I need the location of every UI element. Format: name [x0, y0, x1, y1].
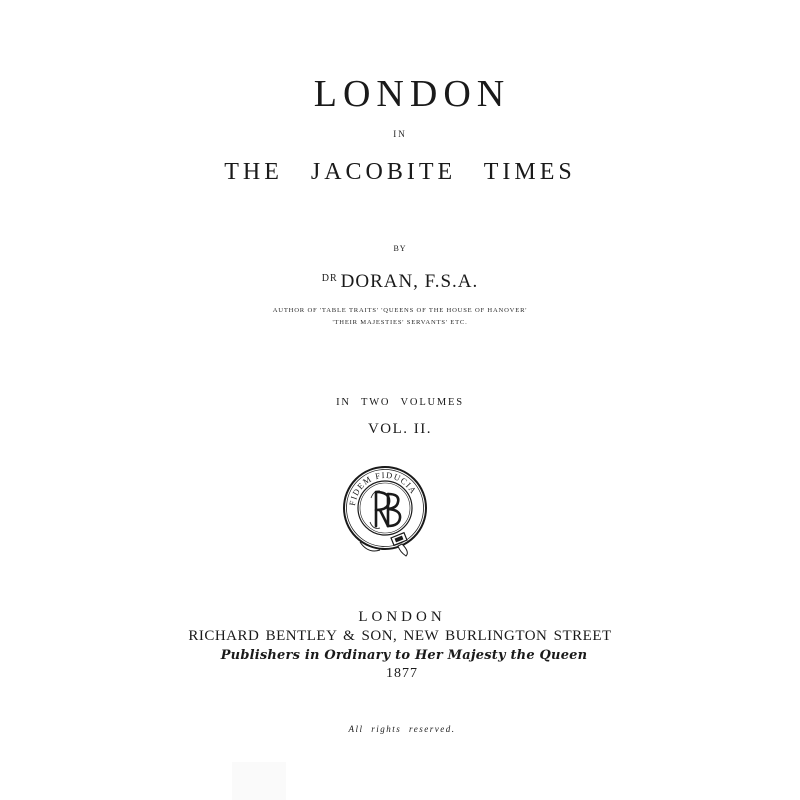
author-name: DORAN, F.S.A. — [340, 271, 479, 292]
book-title: LONDON — [313, 73, 511, 115]
title-connector: IN — [393, 129, 407, 139]
by-label: BY — [393, 244, 407, 253]
rights-notice: All rights reserved. — [348, 724, 456, 734]
author-name-line — [0, 271, 800, 293]
author-works-line-2: 'THEIR MAJESTIES' SERVANTS' ETC. — [332, 319, 468, 326]
book-subtitle: THE JACOBITE TIMES — [224, 159, 576, 185]
seal-emblem-icon — [340, 462, 430, 558]
author-prefix: DR — [321, 273, 338, 284]
author-works-line-1: AUTHOR OF 'TABLE TRAITS' 'QUEENS OF THE HOUSE OF HANOVER' — [272, 307, 528, 314]
imprint-appointment: Publishers in Ordinary to Her Majesty the Queen — [220, 648, 588, 663]
volume-number: VOL. II. — [367, 421, 433, 437]
seal-motto: FIDEM FIDUCIA — [347, 469, 419, 507]
imprint-place: LONDON — [358, 609, 446, 625]
paper-mark — [232, 762, 286, 800]
publisher-seal — [340, 462, 430, 558]
volume-count: IN TWO VOLUMES — [336, 397, 464, 408]
imprint-publisher: RICHARD BENTLEY & SON, NEW BURLINGTON STREET — [188, 628, 612, 644]
imprint-year: 1877 — [386, 666, 418, 681]
